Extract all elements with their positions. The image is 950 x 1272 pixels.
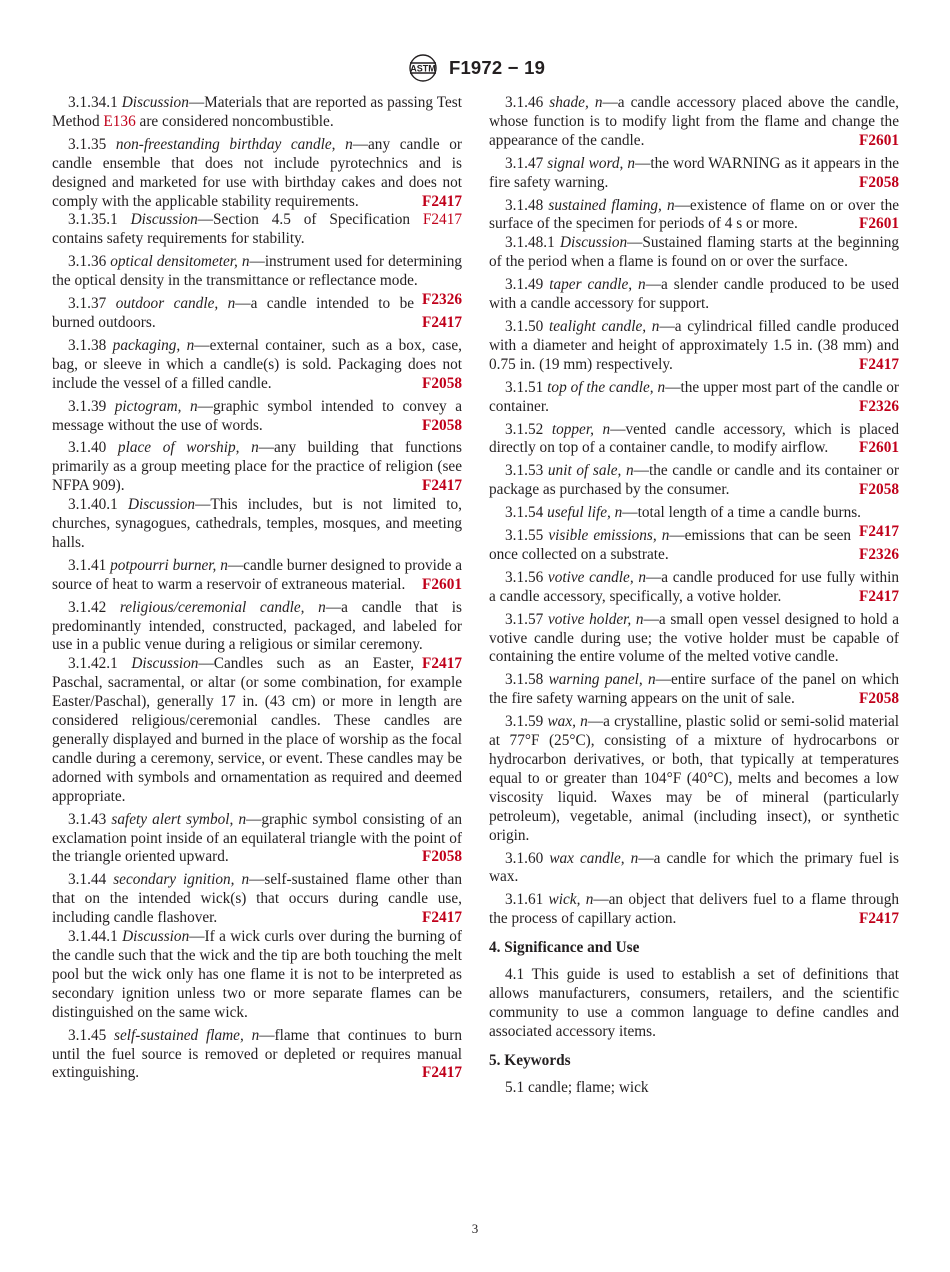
reference-badge: F2417 <box>422 655 462 673</box>
right-column <box>489 94 899 1102</box>
standard-designation: F1972 − 19 <box>448 57 546 78</box>
reference-badge: F2058 <box>859 481 899 499</box>
definition-3-1-42-1: 3.1.42.1 Discussion—Candles such as an Easter, Paschal, sacramental, or altar (or some combination, for example Easter/Paschal), generally 17 in. (43 cm) or more in length are considered religious/ceremonial candles. These candles are generally displayed and burned in the place of worship as the focal candle during a ceremony, service, or event. These candles may be adorned with symbols and ornamentation as required and deemed appropriate. <box>52 655 462 805</box>
reference-badge: F2326 <box>859 397 899 415</box>
reference-badge: F2326 <box>859 545 899 563</box>
definition-3-1-57: 3.1.57 votive holder, n—a small open vessel designed to hold a votive candle during use; the votive holder must be capable of containing the entire volume of the melted votive candle. <box>489 610 900 666</box>
reference-badge: F2417 <box>859 910 899 928</box>
section-5-heading: 5. Keywords <box>489 1051 571 1069</box>
logo-text: ASTM <box>410 63 436 74</box>
page-number: 3 <box>471 1221 479 1236</box>
definition-3-1-41: 3.1.41 potpourri burner, n—candle burner designed to provide a source of heat to warm a reservoir of extraneous material. F2601 <box>52 556 463 593</box>
definition-3-1-35: 3.1.35 non-freestanding birthday candle, n—any candle or candle ensemble that does not include pyrotechnics and is designed and marketed for use with birthday cakes and does not comply with the applicable stability requirements. F2417 <box>52 135 462 210</box>
definition-3-1-44-1: 3.1.44.1 Discussion—If a wick curls over during the burning of the candle such that the wick and the tip are both touching the melt pool but the wick only has one flame it is not to be interpreted as secondary ignition unless two or more separate flames can be distinguished on the same wick. <box>52 928 462 1021</box>
reference-badge: F2058 <box>422 374 462 392</box>
definition-3-1-35-1: 3.1.35.1 Discussion—Section 4.5 of Specification F2417 contains safety requirements for stability. <box>52 211 462 248</box>
reference-badge: F2058 <box>422 848 462 866</box>
definition-3-1-58: 3.1.58 warning panel, n—entire surface of the panel on which the fire safety warning appears on the unit of sale. F2058 <box>489 671 899 708</box>
reference-badge: F2326 <box>422 291 462 309</box>
astm-logo-icon <box>405 53 441 83</box>
definition-3-1-40-1: 3.1.40.1 Discussion—This includes, but is not limited to, churches, synagogues, cathedrals, temples, mosques, and meeting halls. <box>52 496 462 551</box>
definition-3-1-48: 3.1.48 sustained flaming, n—existence of flame on or over the surface of the specimen for periods of 4 s or more. F2601 <box>489 196 900 233</box>
definition-3-1-40: 3.1.40 place of worship, n—any building that functions primarily as a group meeting place for the practice of religion (see NFPA 909). F2417 <box>52 439 462 495</box>
reference-badge: F2417 <box>422 477 462 495</box>
definition-3-1-36: 3.1.36 optical densitometer, n—instrument used for determining the optical density in the transmittance or reflectance mode. F2326 <box>52 253 462 309</box>
definition-3-1-38: 3.1.38 packaging, n—external container, such as a box, case, bag, or sleeve in which a candle(s) is sold. Packaging does not include the vessel of a filled candle. F2058 <box>52 336 462 392</box>
reference-badge: F2417 <box>422 192 462 210</box>
standard-link-e136[interactable]: E136 <box>103 112 136 130</box>
definition-3-1-42: 3.1.42 religious/ceremonial candle, n—a candle that is predominantly intended, constructed, packaged, and labeled for use in a public venue during a religious or similar ceremony. F2417 <box>52 598 462 673</box>
reference-badge: F2601 <box>859 131 899 149</box>
definition-3-1-43: 3.1.43 safety alert symbol, n—graphic symbol consisting of an exclamation point inside of an equilateral triangle with the point of the triangle oriented upward. F2058 <box>52 810 463 866</box>
reference-badge: F2417 <box>859 355 899 373</box>
left-column <box>52 94 462 1087</box>
standard-link-f2417[interactable]: F2417 <box>422 211 462 229</box>
reference-badge: F2601 <box>859 439 899 457</box>
definition-3-1-53: 3.1.53 unit of sale, n—the candle or candle and its container or package as purchased by the consumer. F2058 <box>489 462 899 499</box>
definition-3-1-46: 3.1.46 shade, n—a candle accessory placed above the candle, whose function is to modify light from the flame and change the appearance of the candle. F2601 <box>489 94 899 149</box>
reference-badge: F2058 <box>859 690 899 708</box>
section-4-paragraph: 4.1 This guide is used to establish a set of definitions that allows manufacturers, consumers, retailers, and the scientific community to use a common language to define candles and associated accessory items. <box>489 966 899 1040</box>
reference-badge: F2417 <box>422 313 462 331</box>
definition-3-1-49: 3.1.49 taper candle, n—a slender candle produced to be used with a candle accessory for support. <box>489 276 900 313</box>
reference-badge: F2601 <box>422 575 462 593</box>
definition-3-1-34-1: 3.1.34.1 Discussion—Materials that are reported as passing Test Method E136 are considered noncombustible. <box>52 94 462 130</box>
definition-3-1-48-1: 3.1.48.1 Discussion—Sustained flaming starts at the beginning of the period when a flame is found on or over the surface. <box>489 234 899 271</box>
section-5-paragraph: 5.1 candle; flame; wick <box>505 1078 649 1096</box>
reference-badge: F2058 <box>859 173 899 191</box>
section-4-heading: 4. Significance and Use <box>489 939 640 957</box>
reference-badge: F2417 <box>859 587 899 605</box>
definition-3-1-56: 3.1.56 votive candle, n—a candle produced for use fully within a candle accessory, specifically, a votive holder. F2417 <box>489 568 899 605</box>
definition-3-1-37: 3.1.37 outdoor candle, n—a candle intended to be burned outdoors. F2417 <box>52 295 462 331</box>
definition-3-1-54: 3.1.54 useful life, n—total length of a time a candle burns. F2417 <box>505 504 899 541</box>
definition-3-1-45: 3.1.45 self-sustained flame, n—flame that continues to burn until the fuel source is removed or depleted or requires manual extinguishing. F2417 <box>52 1026 463 1082</box>
definition-3-1-51: 3.1.51 top of the candle, n—the upper most part of the candle or container. F2326 <box>489 378 900 415</box>
reference-badge: F2417 <box>422 909 462 927</box>
definition-3-1-52: 3.1.52 topper, n—vented candle accessory, which is placed directly on top of a container candle, to modify airflow. F2601 <box>489 420 899 457</box>
definition-3-1-61: 3.1.61 wick, n—an object that delivers fuel to a flame through the process of capillary action. F2417 <box>489 891 899 928</box>
reference-badge: F2058 <box>422 416 462 434</box>
reference-badge: F2601 <box>859 215 899 233</box>
definition-3-1-59: 3.1.59 wax, n—a crystalline, plastic solid or semi-solid material at 77°F (25°C), consisting of a mixture of hydrocarbons or hydrocarbon derivatives, or both, that typically at temperatures equal to or greater than 104°F (40°C), melts and becomes a low viscosity liquid. Waxes may be of mineral (particularly petroleum), vegetable, animal (including insect), or synthetic origin. <box>489 713 899 844</box>
definition-3-1-50: 3.1.50 tealight candle, n—a cylindrical filled candle produced with a diameter and height of approximately 1.5 in. (38 mm) and 0.75 in. (19 mm) respectively. F2417 <box>489 317 899 373</box>
definition-3-1-55: 3.1.55 visible emissions, n—emissions that can be seen once collected on a substrate. F2326 <box>489 527 899 563</box>
definition-3-1-60: 3.1.60 wax candle, n—a candle for which the primary fuel is wax. <box>489 849 899 886</box>
definition-3-1-44: 3.1.44 secondary ignition, n—self-sustained flame other than that on the intended wick(s) that occurs during candle use, including candle flashover. F2417 <box>52 871 462 927</box>
page-header <box>0 50 950 86</box>
definition-3-1-47: 3.1.47 signal word, n—the word WARNING as it appears in the fire safety warning. F2058 <box>489 154 900 191</box>
definition-3-1-39: 3.1.39 pictogram, n—graphic symbol intended to convey a message without the use of words. F2058 <box>52 397 462 434</box>
reference-badge: F2417 <box>422 1064 462 1082</box>
reference-badge: F2417 <box>859 523 899 541</box>
